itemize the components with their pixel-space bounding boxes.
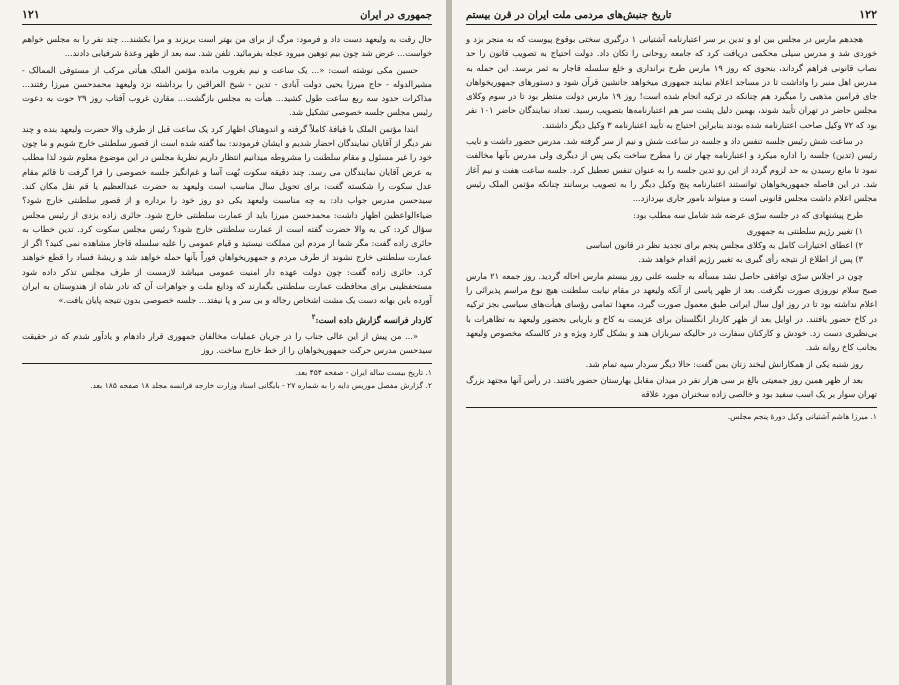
footnote-ref: ۲ (311, 312, 316, 321)
running-title: جمهوری در ایران (360, 10, 432, 21)
right-page (452, 0, 899, 685)
footnote-divider (466, 407, 877, 408)
paragraph: حسین مکی نوشته است: «... یک ساعت و نیم بغروب مانده مؤتمن الملک هیأتی مرکب از مستوفی الممالک - مشیرالدوله - حاج میرزا یحیی دولت آبادی - تدین - شیخ العراقین را برداشته نزد ولیعهد محمدحسن میرزا رفتند... مذاکرات حدود سه ربع ساعت طول کشید... هیأت به مجلس بازگشت... مقارن غروب آفتاب روز ۲۹ حوت به دعوت رئیس مجلس جلسه خصوصی تشکیل شد. (22, 64, 433, 118)
paragraph: بعد از ظهر همین روز جمعیتی بالغ بر سی هزار نفر در میدان مقابل بهارستان حضور یافتند. در رأس آنها مجتهد بزرگ تهران سوار بر یک اسب سفید بود و خالصی زاده سخنران مورد علاقه (466, 374, 877, 400)
section-heading (22, 310, 432, 327)
right-page-header (466, 8, 877, 25)
paragraph: روز شنبه یکی از همکارانش لبخند زنان بمن گفت: حالا دیگر سردار سپه تمام شد. (585, 358, 863, 369)
paragraph: هجدهم مارس در مجلس بین او و تدین بر سر اعتبارنامه آشتیانی ۱ درگیری سختی بوقوع پیوست که به منجر بزد و خوردی شد و مدرس سیلی محکمی دریافت کرد که جامعه روحانی را تکان داد. دولت احتیاج به تصویب قانون را حد نصاب قانونی فراهم گرداند، بنحوی که روز ۱۹ مارس طرح برانداری و خلع سلسله قاجار به ثمر برسد. این حمله به مدرس اهل منبر را واداشت تا در مساجد اعلام نمایند جمهوری میخواهد جانشین قرآن شود و دستورهای جمهوریخواهان جای فرامین مذهبی را میگیرد هم چنانکه در ترکیه انجام شده است! روز ۱۹ مارس دولت منتظر بود تا در سوم وکلای مجلس حاضر در تهران تأیید شوند، بهمین دلیل پشت سر هم اعتبارنامه‌ها بتصویب رسید. تعداد نمایندگان حاضر ۱۰۱ نفر بود که ۷۲ وکیل صاحب اعتبارنامه شده بودند بنابراین احتیاج به تأیید اعتبارنامه ۳ وکیل دیگر داشتند. (466, 34, 877, 130)
paragraph: در ساعت شش رئیس جلسه تنفس داد و جلسه در ساعت شش و نیم از سر گرفته شد. مدرس حضور داشت و نایب رئیس (تدین) جلسه را اداره میکرد و اعتبارنامه چهار تن را مطرح ساخت یکی پس از دیگری ولی مدرس بآنها مخالفت نمود تا مانع رسیدن به حد لزوم گردد از این رو تدین جلسه را به عنوان تنفس تعطیل کرد. جلسه ساعت هفت و نیم آغاز شد. در این فاصله جمهوریخواهان توانستند اعتبارنامه پنج وکیل دیگر را به تصویب برسانند چنانکه مؤتمن الملک رئیس مجلس اعلام داشت مجلس قانونی است و میتواند بامور جاری بپردازد... (466, 136, 877, 204)
paragraph: حال رقت به ولیعهد دست داد و فرمود: مرگ از برای من بهتر است بریزند و مرا بکشند... چند نفر را به مجلس خواهم خواست... عرض شد چون بیم توهین میرود عجله بفرمائید. تلفن شد. سه بعد از ظهر وعدهٔ شرفیابی دادند... (22, 34, 432, 59)
footnote: ۲. گزارش مفصل موریس دایه را به شماره ۲۷ - بایگانی اسناد وزارت خارجه فرانسه مجلد ۱۸ صفحه ۱۸۵ بعد. (90, 380, 432, 390)
section-heading-text: کاردار فرانسه گزارش داده است: (315, 314, 432, 325)
footnote-divider (22, 363, 432, 364)
page-number: ۱۲۱ (22, 8, 40, 21)
footnote: ۱. تاریخ بیست ساله ایران - صفحه ۴۵۴ بعد. (295, 368, 432, 378)
paragraph: ابتدا مؤتمن الملک با قیافهٔ کاملاً گرفته و اندوهناک اظهار کرد یک ساعت قبل از طرف والا حضرت ولیعهد بنده و چند نفر دیگر از آقایان نمایندگان احضار شدیم و ایشان فرمودند: بما گفته شده است از قصور سلطنتی خارج شویم و ما چون خود را غیر مسئول و مقام سلطنت را مشروطه میدانیم انتظار داریم نظریهٔ مجلس در این موضوع معلوم شود لذا مطلب به عرض آقایان نمایندگان می رسد. چند دقیقه سکوت بُهت آسا و غم‌انگیز جلسه خصوصی را فرا گرفت تا قائم مقام عدل سکوت را شکسته گفت: برای تحویل سال مناسب است ولیعهد به حضرت عبدالعظیم یا قم نقل مکان کند. سیدحسن مدرس جواب داد: به چه مناسبت ولیعهد یکی دو روز خود را برداره و از قصور سلطنتی خارج شود؟ ضیاءالواعظین اظهار داشت: محمدحسن میرزا باید از عمارت سلطنتی خارج شود. حائری زاده یزدی از رئیس مجلس سؤال کرد: کی به والا حضرت گفته است از عمارت سلطنتی خارج شود؟ رئیس مجلس سکوت کرد. تدین خطاب به حائری زاده گفت: مگر شما از مردم این مملکت نیستید و قیام عمومی را علیه سلسله قاجار مشاهده نمی کنید؟ اگر از عمارت سلطنتی خارج نشوند از طرف مردم و جمهوریخواهان فوراً بآنها حمله خواهد شد و ریشهٔ فساد را قطع خواهند کرد. حائری زاده گفت: چون دولت عهده دار امنیت عمومی میباشد لازمست از طرف مجلس تذکر داده شود مستحفظینی برای محافظت عمارت سلطنتی بگمارند که ودایع ملت و جواهرات آن که نادر شاه از هندوستان به ایران آورده باین بهانه دست یک مشت اشخاص رجاله و بی سر و پا نیفتد... جلسه خصوصی بدون نتیجه پایان یافت.» (22, 123, 432, 306)
list-item: ۱) تغییر رژیم سلطنتی به جمهوری (746, 225, 863, 236)
list-item: ۲) اعطای اختیارات کامل به وکلای مجلس پنجم برای تجدید نظر در قانون اساسی (586, 240, 863, 251)
page-number: ۱۲۲ (859, 8, 877, 21)
footnote: ۱. میرزا هاشم آشتیانی وکیل دورهٔ پنجم مجلس. (727, 412, 877, 422)
running-title: تاریخ جنبش‌های مردمی ملت ایران در قرن بیستم (466, 10, 672, 21)
paragraph: طرح پیشنهادی که در جلسه سرّی عرضه شد شامل سه مطلب بود: (633, 209, 863, 220)
paragraph: «... من پیش از این عالی جناب را در جریان عملیات مخالفان جمهوری قرار دادهام و یادآور شدم که در حقیقت سیدحسن مدرس حرکت جمهوریخواهان را از خط خارج ساخت. روز (22, 330, 432, 355)
paragraph: چون در اجلاس سرّی توافقی حاصل نشد مسأله به جلسه علنی روز بیستم مارس احاله گردید. روز جمعه ۲۱ مارس صبح سلام نوروزی صورت نگرفت. بعد از ظهر پاسی از آنکه ولیعهد در مقام نیابت سلطنت هیچ نوع مراسم پذیرائی را اعلام نداشته بود تا در روز اول سال ایرانی طبق معمول صورت گیرد، معهذا تمامی رؤسای هیأت‌های سیاسی بجز ترکیه در کاخ حضور یافتند. در اوایل بعد از ظهر کاردار انگلستان برای عزیمت به کاخ و باریابی بحضور ولیعهد به تظاهرات با بی‌نظیری دست زد. خودش و کارکنان سفارت در حالیکه سربازان هند و بشکل گارد ویژه و در کالسکه مخصوص ولیعهد بجانب کاخ روانه شد. (466, 270, 877, 353)
left-page-header (22, 8, 432, 25)
proposal-list (466, 224, 877, 267)
left-page (0, 0, 446, 685)
list-item: ۳) پس از اطلاع از نتیجه رأی گیری به تغییر رژیم اقدام خواهد شد. (638, 254, 863, 265)
